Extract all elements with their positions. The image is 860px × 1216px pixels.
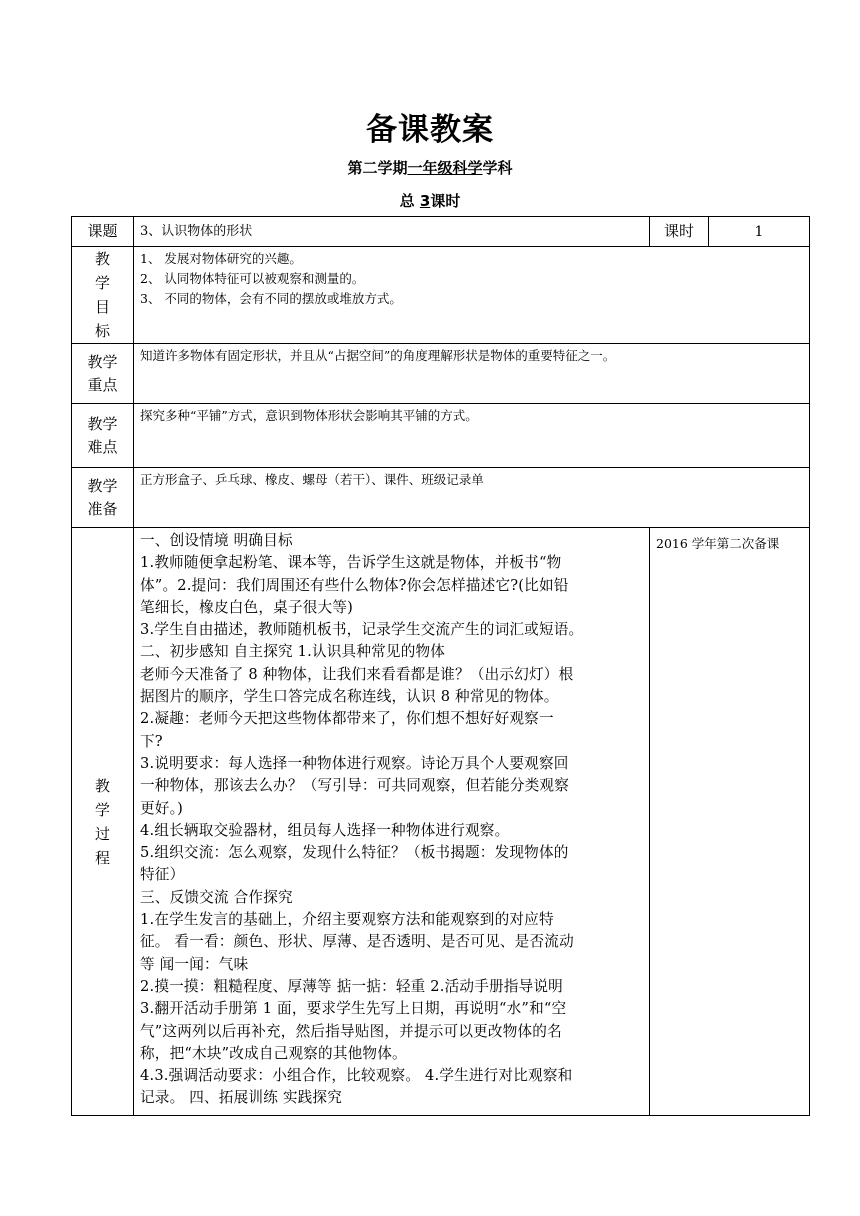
objective-item: 1、 发展对物体研究的兴趣。 — [140, 251, 302, 266]
hours-label: 课时 — [650, 217, 709, 247]
process-line: 1.在学生发言的基础上，介绍主要观察方法和能观察到的对应特 — [140, 911, 554, 929]
process-line: 2.摸一摸：粗糙程度、厚薄等 掂一掂：轻重 2.活动手册指导说明 — [140, 977, 563, 995]
objectives-label: 教 学 目 标 — [72, 247, 134, 344]
difficulties-text: 探究多种“平铺”方式，意识到物体形状会影响其平铺的方式。 — [134, 404, 810, 468]
process-line: 据图片的顺序，学生口答完成名称连线，认识 8 种常见的物体。 — [140, 688, 559, 706]
objectives-row — [72, 247, 810, 344]
preparation-label: 教学 准备 — [72, 468, 134, 528]
process-line: 更好。) — [140, 799, 183, 817]
difficulties-label: 教学 难点 — [72, 404, 134, 468]
process-line: 2.凝趣：老师今天把这些物体都带来了，你们想不想好好观察一 — [140, 710, 554, 728]
process-line: 一种物体，那该去么办？（写引导：可共同观察，但若能分类观察 — [140, 777, 570, 795]
objectives-list — [134, 247, 810, 344]
process-line: 4.3.强调活动要求：小组合作，比较观察。 4.学生进行对比观察和 — [140, 1067, 573, 1085]
key-points-label: 教学 重点 — [72, 344, 134, 404]
subject-suffix: 学科 — [482, 159, 513, 177]
process-line: 5.组织交流：怎么观察，发现什么特征？（板书揭题：发现物体的 — [140, 844, 569, 862]
process-line: 特征） — [140, 866, 185, 884]
lesson-plan-table — [71, 216, 810, 1116]
process-line: 征。 看一看：颜色、形状、厚薄、是否透明、是否可见、是否流动 — [140, 933, 574, 951]
process-line: 3.翻开活动手册第 1 面，要求学生先写上日期，再说明“水”和“空 — [140, 1000, 567, 1018]
hours-value: 1 — [709, 217, 810, 247]
difficulties-row — [72, 404, 810, 468]
page-title: 备课教案 — [366, 112, 494, 148]
objective-item: 3、 不同的物体，会有不同的摆放或堆放方式。 — [140, 291, 402, 306]
subject-value: 科学 — [452, 159, 483, 177]
process-line: 气”这两列以后再补充，然后指导贴图，并提示可以更改物体的名 — [140, 1022, 562, 1040]
process-line: 体”。2.提问：我们周围还有些什么物体?你会怎样描述它?(比如铅 — [140, 576, 569, 594]
total-prefix: 总 — [399, 192, 415, 210]
semester-label: 第二学期 — [347, 159, 408, 177]
objective-item: 2、 认同物体特征可以被观察和测量的。 — [140, 271, 365, 286]
process-line: 笔细长，橡皮白色，桌子很大等) — [140, 598, 354, 616]
process-line: 三、反馈交流 合作探究 — [140, 888, 293, 906]
subtitle — [0, 157, 860, 178]
preparation-text: 正方形盒子、乒乓球、橡皮、螺母（若干）、课件、班级记录单 — [134, 468, 810, 528]
preparation-row — [72, 468, 810, 528]
topic-row — [72, 217, 810, 247]
process-line: 等 闻一闻：气味 — [140, 955, 249, 973]
process-label: 教 学 过 程 — [72, 528, 134, 1116]
process-row — [72, 528, 810, 1116]
process-line: 一、创设情境 明确目标 — [140, 532, 293, 549]
grade-value: 一年级 — [407, 159, 453, 177]
process-line: 老师今天准备了 8 种物体，让我们来看看都是谁？（出示幻灯）根 — [140, 665, 574, 683]
total-hours — [0, 190, 860, 211]
process-line: 3.学生自由描述，教师随机板书，记录学生交流产生的词汇或短语。 — [140, 621, 584, 639]
process-line: 4.组长辆取交验器材，组员每人选择一种物体进行观察。 — [140, 821, 510, 839]
process-content — [134, 528, 650, 1116]
topic-label: 课题 — [72, 217, 134, 247]
key-points-text: 知道许多物体有固定形状，并且从“占据空间”的角度理解形状是物体的重要特征之一。 — [134, 344, 810, 404]
process-line: 称，把“木块”改成自己观察的其他物体。 — [140, 1044, 407, 1062]
key-points-row — [72, 344, 810, 404]
process-line: 1.教师随便拿起粉笔、课本等，告诉学生这就是物体，并板书“物 — [140, 554, 562, 572]
topic-value: 3、认识物体的形状 — [134, 217, 650, 247]
total-suffix: 课时 — [430, 192, 461, 210]
process-line: 二、初步感知 自主探究 1.认识具种常见的物体 — [140, 643, 446, 661]
revision-note: 2016 学年第二次备课 — [650, 528, 810, 1116]
process-line: 下? — [140, 732, 163, 750]
process-line: 记录。 四、拓展训练 实践探究 — [140, 1089, 342, 1107]
total-hours-value: 3 — [419, 192, 431, 210]
process-line: 3.说明要求：每人选择一种物体进行观察。诗论万具个人要观察回 — [140, 754, 569, 772]
